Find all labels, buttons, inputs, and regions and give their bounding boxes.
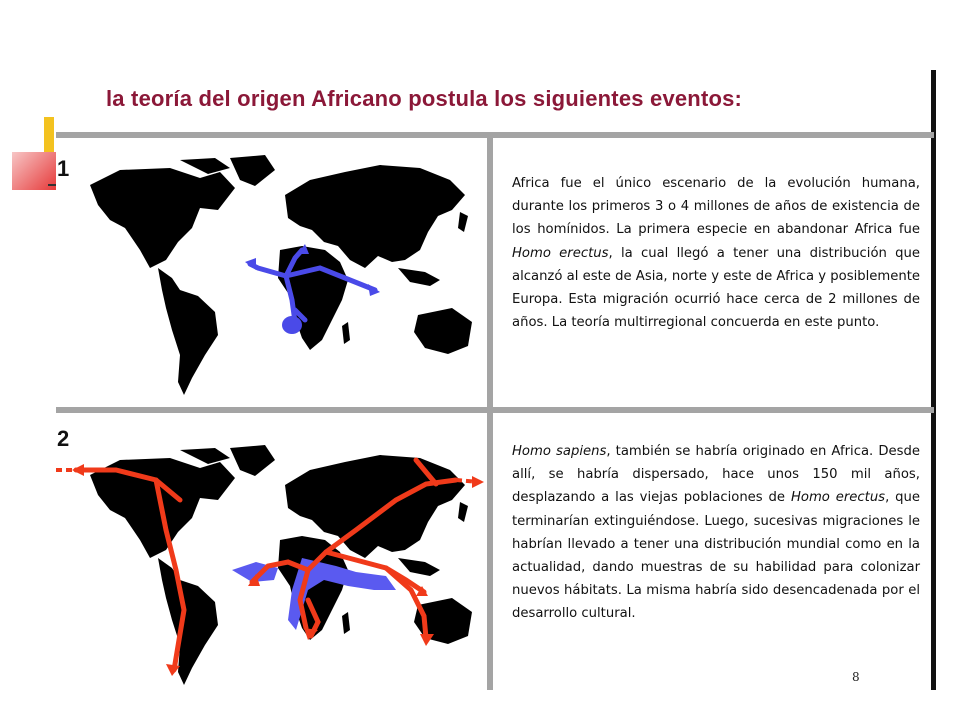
panel-2-text-a: , también se habría originado en Africa. Desde allí, se habría dispersado, hace unos 150 mil años, desplazando a las viejas poblaciones de	[512, 444, 920, 506]
middle-divider	[56, 407, 934, 413]
page-number: 8	[852, 670, 860, 684]
slide-right-border	[931, 70, 936, 690]
panel-2-species-sapiens: Homo sapiens	[512, 444, 607, 459]
world-map-2	[56, 440, 488, 690]
panel-1-text-a: Africa fue el único escenario de la evolución humana, durante los primeros 3 o 4 millones de años de existencia de los homínidos. La primera especie en abandonar Africa fue	[512, 176, 920, 238]
panel-2-text	[512, 440, 920, 626]
panel-2-species-erectus: Homo erectus	[790, 490, 886, 506]
panel-1-text-b: , la cual llegó a tener una distribución que alcanzó al este de Asia, norte y este de Africa y posiblemente Europa. Esta migración ocurrió hace cerca de 2 millones de años. La teoría multirregional concuerda en este punto.	[512, 245, 921, 331]
world-map-1	[80, 150, 480, 400]
slide-title: la teoría del origen Africano postula los siguientes eventos:	[106, 86, 743, 111]
step-number-1: 1	[57, 156, 70, 181]
top-divider	[56, 132, 934, 138]
step-number-2: 2	[57, 426, 70, 451]
panel-1-species: Homo erectus	[512, 245, 609, 261]
panel-1-text	[512, 172, 920, 334]
panel-2-text-b: , que terminarían extinguiéndose. Luego, sucesivas migraciones le habrían llevado a tener una distribución mundial como en la actualidad, dando muestras de su habilidad para colonizar nuevos hábitats. La misma habría sido desencadenada por el desarrollo cultural.	[512, 490, 920, 622]
